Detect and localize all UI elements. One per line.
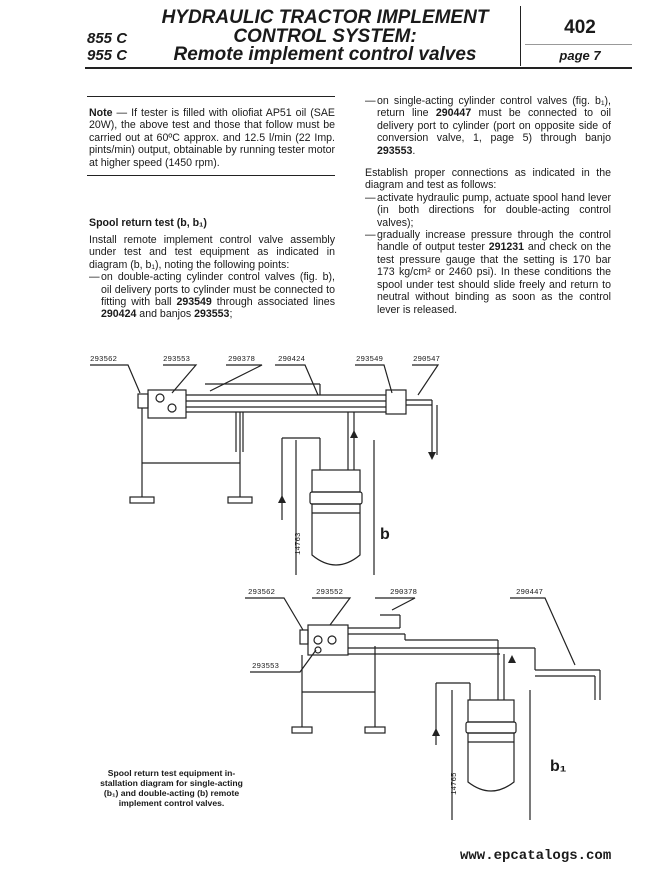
figure-caption: Spool return test equipment in- stallation diagram for single-acting (b₁) and double-acting (b) remote implement control valves.: [100, 768, 243, 808]
section-number: 402: [564, 17, 596, 38]
list-item: — activate hydraulic pump, actuate spool hand lever (in both directions for double-acting control valves);: [365, 191, 611, 229]
figure-code: 14763: [295, 532, 303, 555]
establish-text: Establish proper connections as indicated in the diagram and test as follows:: [365, 167, 611, 192]
title-line-1: HYDRAULIC TRACTOR IMPLEMENT: [161, 7, 489, 28]
model-955c: 955 C: [87, 47, 128, 64]
part-number: 293553: [252, 663, 280, 671]
part-number: 293562: [248, 589, 276, 597]
part-number: 290547: [413, 356, 441, 364]
spool-heading: Spool return test (b, b₁): [89, 217, 207, 229]
part-number: 293549: [356, 356, 384, 364]
figure-label-b: b: [380, 526, 390, 543]
part-number: 290424: [278, 356, 306, 364]
arrow-icon: [278, 495, 286, 503]
model-855c: 855 C: [87, 30, 128, 47]
page-label: page 7: [559, 48, 601, 63]
part-number: 290378: [228, 356, 256, 364]
part-number: 293562: [90, 356, 118, 364]
list-item: — on single-acting cylinder control valves (fig. b₁), return line 290447 must be connected to oil delivery port to cylinder (port on opposite side of conversion valve, 1, page 5) through banjo 293553.: [365, 95, 611, 157]
part-number: 290378: [390, 589, 418, 597]
watermark: www.epcatalogs.com: [460, 848, 612, 864]
arrow-icon: [508, 655, 516, 663]
spool-intro: Install remote implement control valve assembly under test and test equipment as indicated in diagram (b, b₁), noting the following points:: [89, 234, 335, 271]
figure-label-b1: b₁: [550, 758, 567, 775]
arrow-icon: [432, 728, 440, 736]
title-line-3: Remote implement control valves: [173, 44, 477, 65]
part-number: 290447: [516, 589, 544, 597]
leader-line: [90, 365, 140, 393]
title-line-2: CONTROL SYSTEM:: [233, 26, 417, 47]
note-text: — If tester is filled with oliofiat AP51 oil (SAE 20W), the above test and those that follow must be carried out at 60ºC approx. and 12.5 l/min (22 Imp. pints/min) output, obtainable by running tester motor at higher speed (1450 rpm).: [89, 107, 335, 169]
list-item: — on double-acting cylinder control valves (fig. b), oil delivery ports to cylinder must be connected to fitting with ball 293549 through associated lines 290424 and banjos 293553;: [89, 271, 335, 321]
part-number: 293553: [163, 356, 191, 364]
part-number: 293552: [316, 589, 344, 597]
note-label: Note: [89, 107, 113, 119]
figure-code: 14765: [451, 772, 459, 795]
arrow-icon: [350, 430, 358, 438]
list-item: — gradually increase pressure through the control handle of output tester 291231 and check on the test pressure gauge that the setting is 170 bar 173 kg/cm² or 2460 psi). In these conditions the spool under test should slide freely and return to neutral without binding as soon as the control lever is released.: [365, 229, 611, 316]
arrow-icon: [428, 452, 436, 460]
